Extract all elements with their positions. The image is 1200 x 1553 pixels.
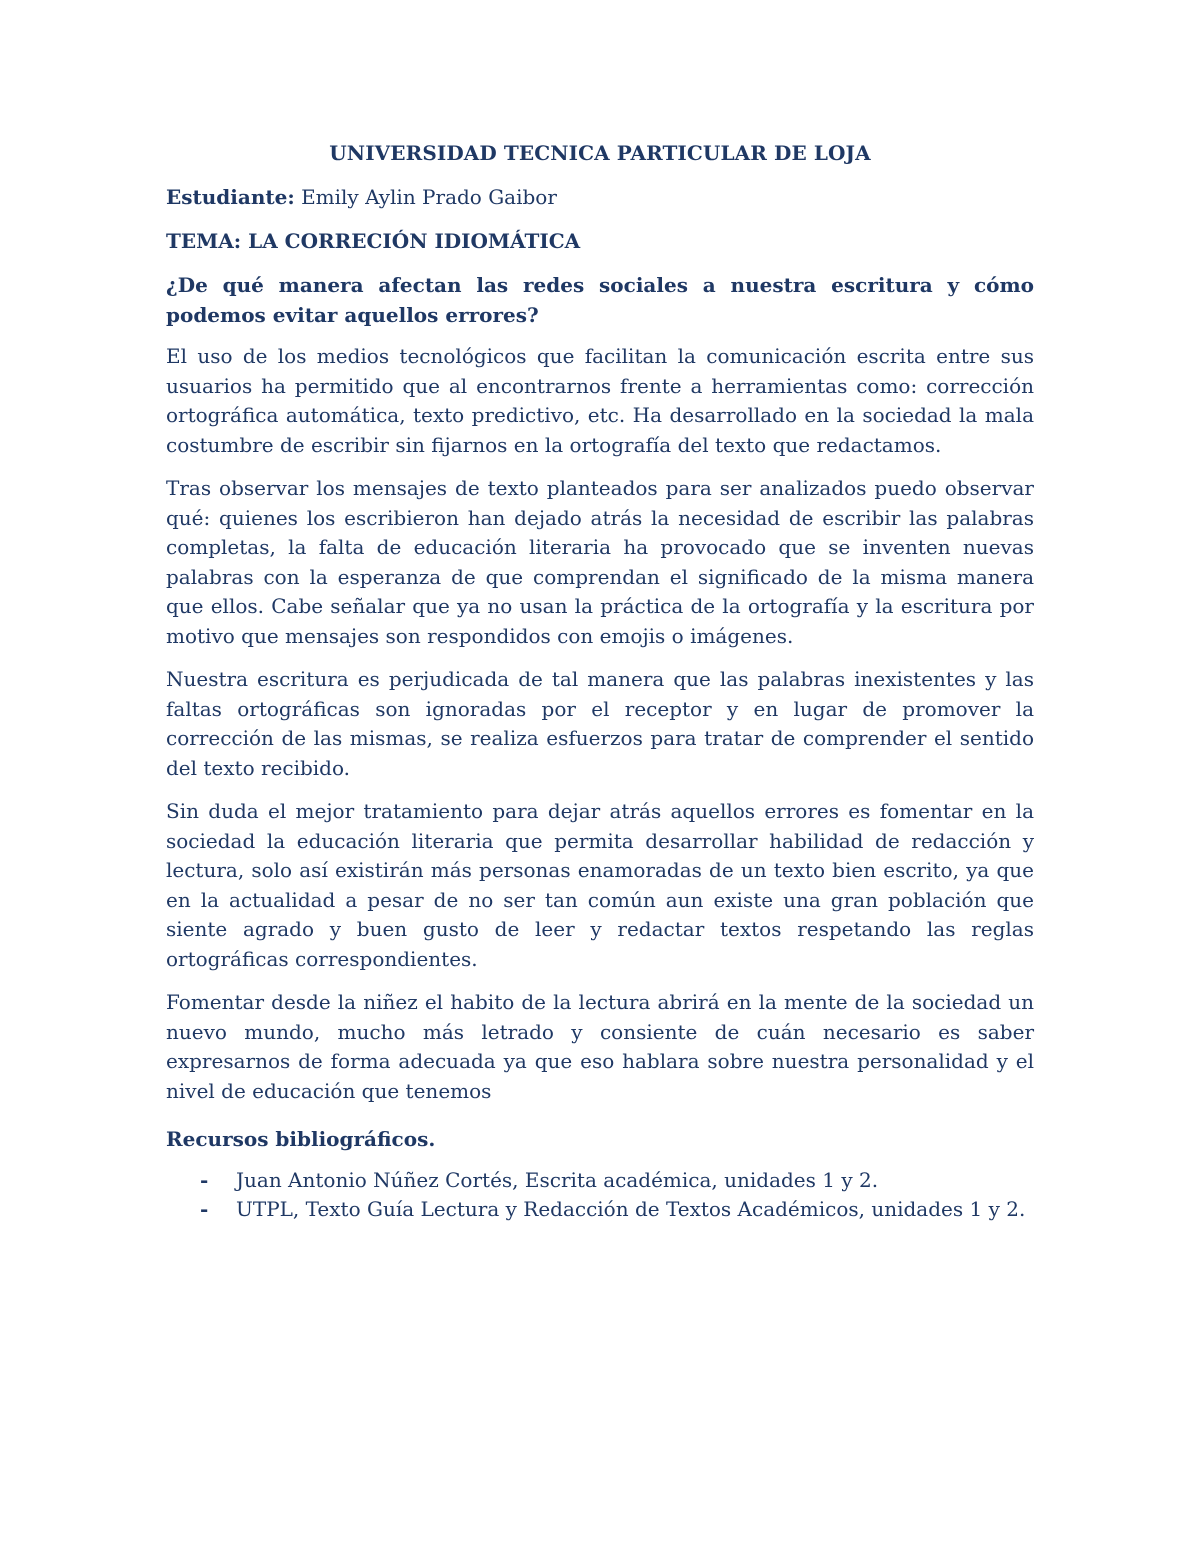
paragraph-1: El uso de los medios tecnológicos que facilitan la comunicación escrita entre sus usuarios ha permitido que al encontrarnos frente a herramientas como: corrección ortográfica automática, texto predictivo, etc. Ha desarrollado en la sociedad la mala costumbre de escribir sin fijarnos en la ortografía del texto que redactamos. [166,344,1034,457]
bullet-dash: - [200,1168,209,1192]
references-list [166,1166,1034,1224]
student-name: Emily Aylin Prado Gaibor [294,185,557,209]
reference-item [166,1166,1034,1195]
document-page [166,138,1034,1224]
reference-item [166,1195,1034,1224]
document-title: UNIVERSIDAD TECNICA PARTICULAR DE LOJA [329,141,871,165]
reference-text: UTPL, Texto Guía Lectura y Redacción de Textos Académicos, unidades 1 y 2. [236,1197,1026,1221]
reference-text: Juan Antonio Núñez Cortés, Escrita académica, unidades 1 y 2. [236,1168,879,1192]
paragraph-5: Fomentar desde la niñez el habito de la lectura abrirá en la mente de la sociedad un nuevo mundo, mucho más letrado y consiente de cuán necesario es saber expresarnos de forma adecuada ya que eso hablara sobre nuestra personalidad y el nivel de educación que tenemos [166,990,1034,1103]
student-label: Estudiante: [166,185,295,209]
paragraph-4: Sin duda el mejor tratamiento para dejar atrás aquellos errores es fomentar en la sociedad la educación literaria que permita desarrollar habilidad de redacción y lectura, solo así existirán más personas enamoradas de un texto bien escrito, ya que en la actualidad a pesar de no ser tan común aun existe una gran población que siente agrado y buen gusto de leer y redactar textos respetando las reglas ortográficas correspondientes. [166,799,1034,971]
bullet-dash: - [200,1197,209,1221]
paragraph-3: Nuestra escritura es perjudicada de tal manera que las palabras inexistentes y las faltas ortográficas son ignoradas por el receptor y en lugar de promover la corrección de las mismas, se realiza esfuerzos para tratar de comprender el sentido del texto recibido. [166,667,1034,780]
paragraph-2: Tras observar los mensajes de texto planteados para ser analizados puedo observar qué: quienes los escribieron han dejado atrás la necesidad de escribir las palabras completas, la falta de educación literaria ha provocado que se inventen nuevas palabras con la esperanza de que comprendan el significado de la misma manera que ellos. Cabe señalar que ya no usan la práctica de la ortografía y la escritura por motivo que mensajes son respondidos con emojis o imágenes. [166,476,1034,648]
question-heading: ¿De qué manera afectan las redes sociales a nuestra escritura y cómo podemos evitar aquellos errores? [166,273,1034,327]
student-line [166,182,1034,212]
topic-heading: TEMA: LA CORRECIÓN IDIOMÁTICA [166,229,581,253]
references-heading: Recursos bibliográficos. [166,1127,436,1151]
